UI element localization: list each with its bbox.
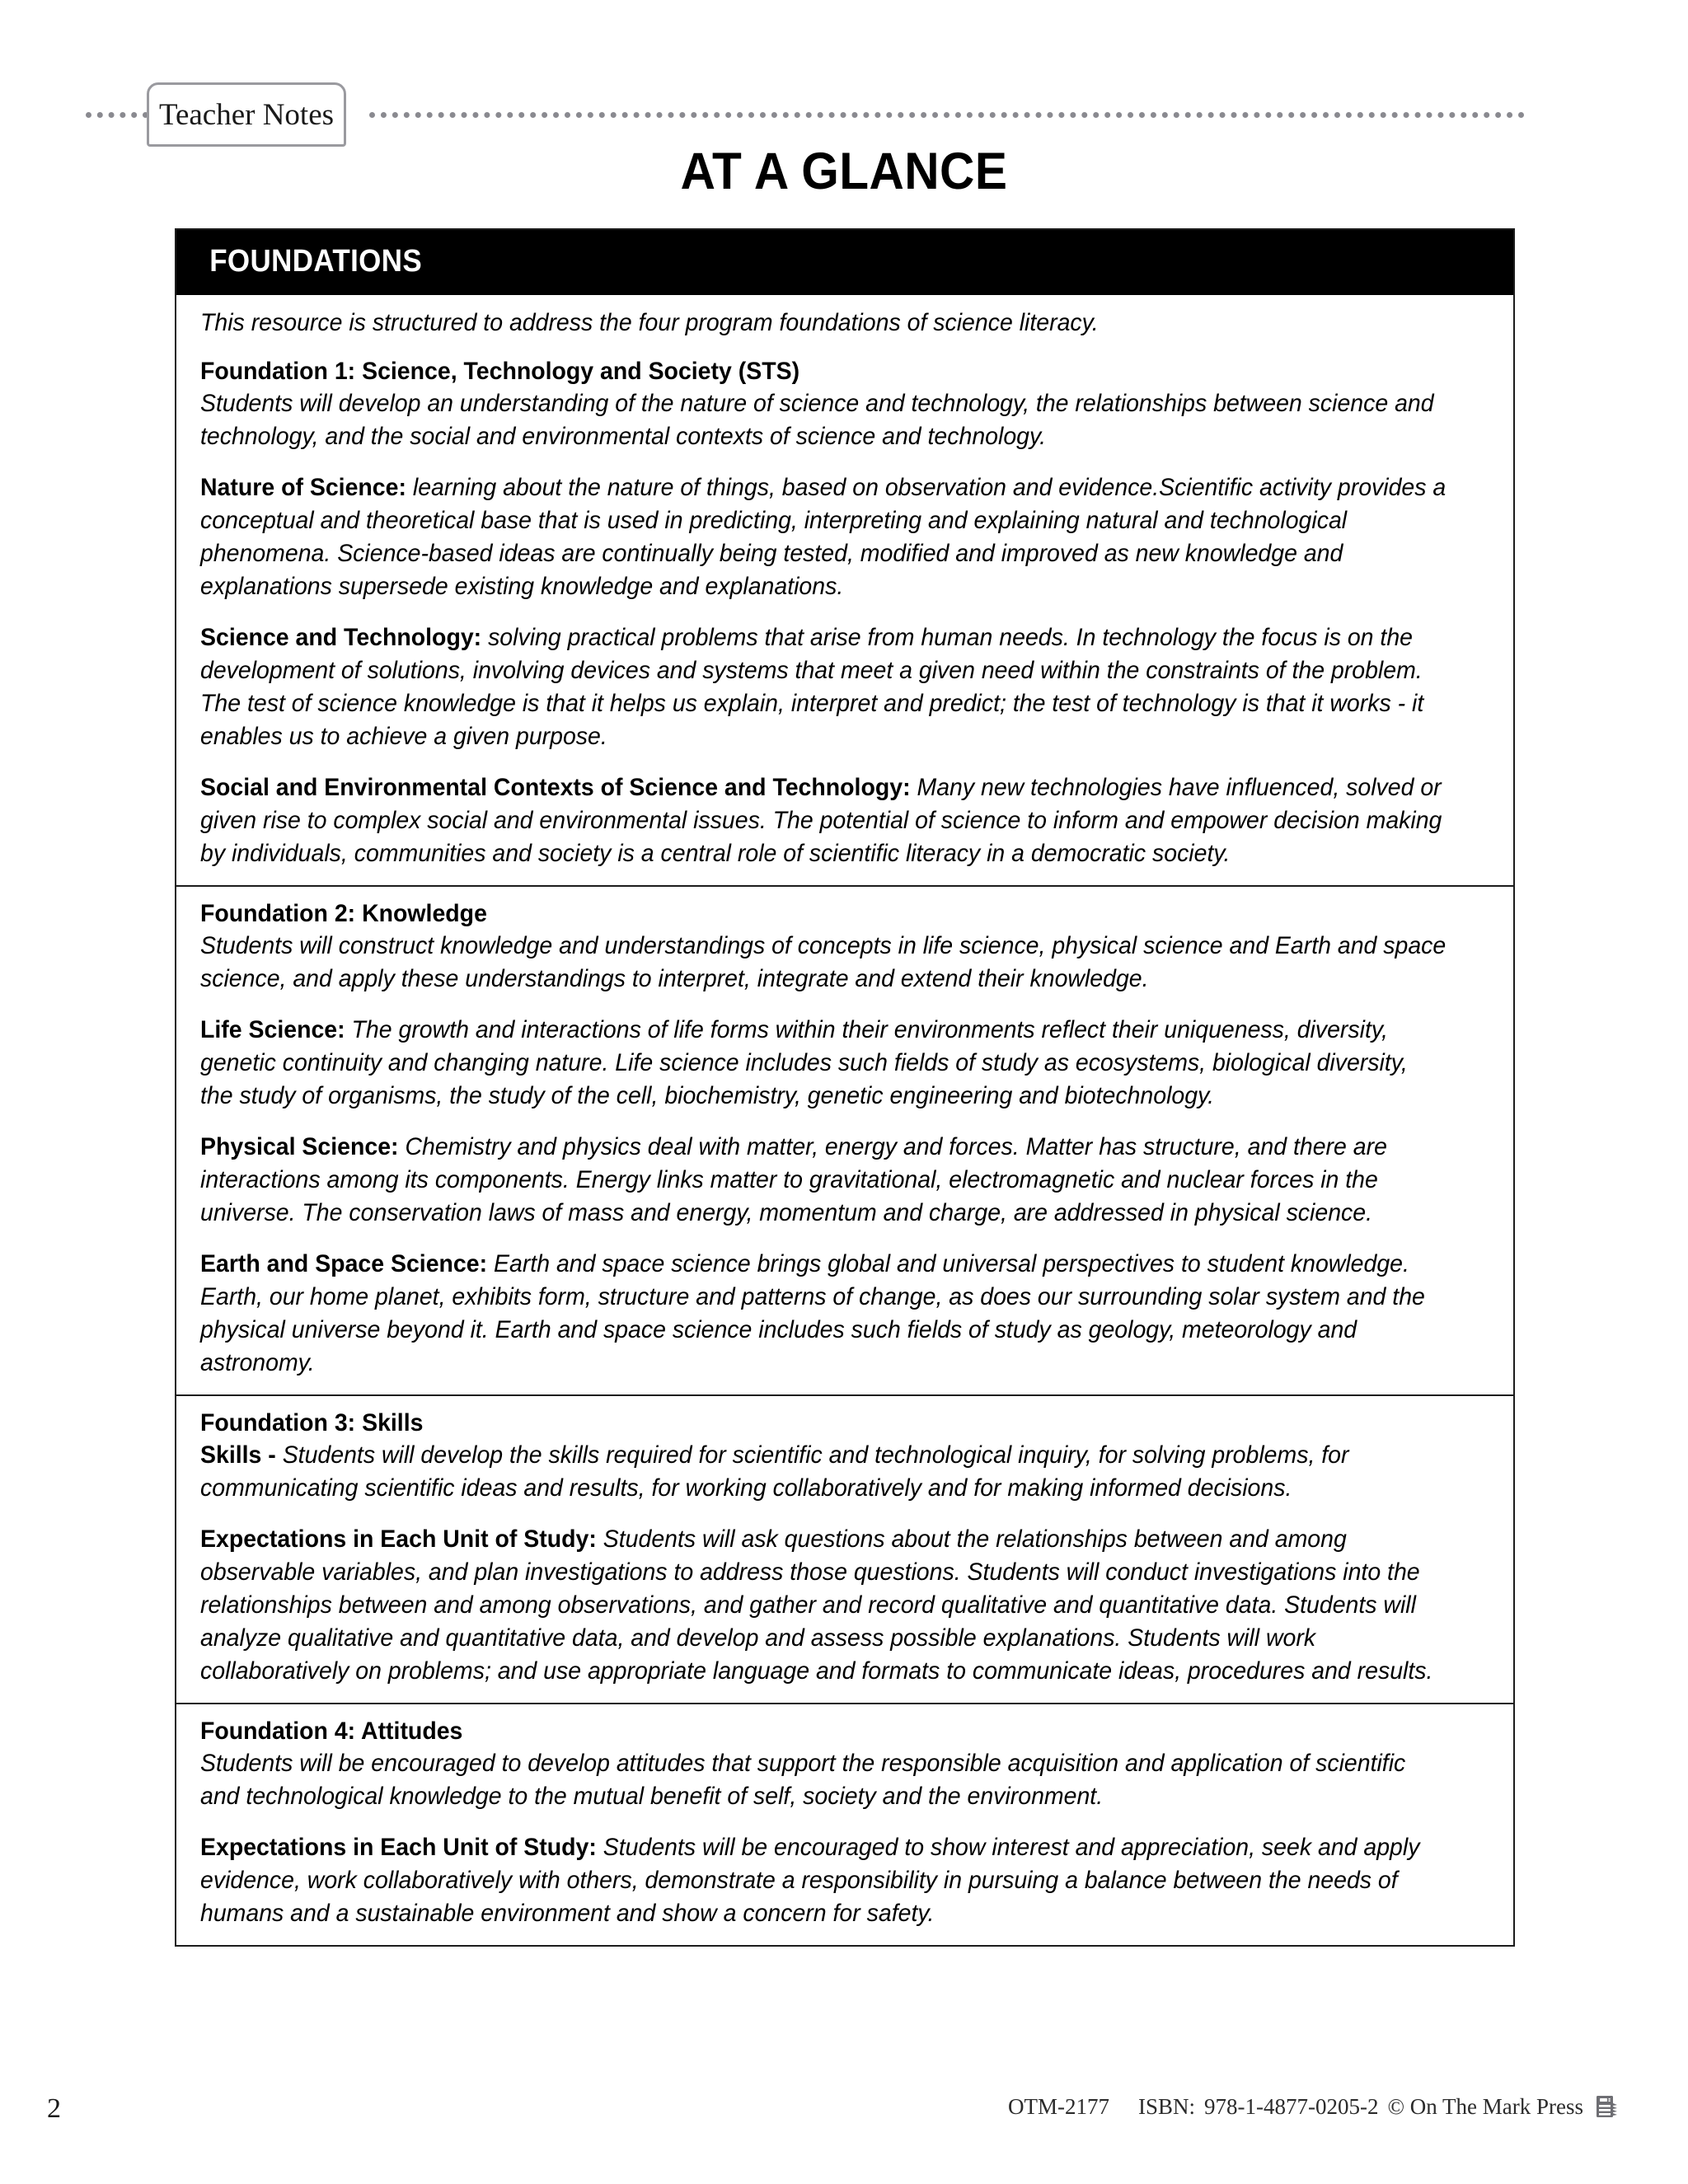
skills-expectations-paragraph — [200, 1523, 1447, 1688]
isbn-label: ISBN: — [1138, 2093, 1196, 2119]
foundation-4-title: Foundation 4: Attitudes — [200, 1718, 463, 1745]
foundations-header-bar — [176, 230, 1513, 295]
earth-and-space-science-lead: Earth and Space Science: — [200, 1250, 488, 1277]
page-header — [0, 40, 1688, 132]
teacher-notes-tab — [147, 82, 346, 147]
nature-of-science-paragraph — [200, 471, 1447, 603]
attitudes-expectations-body: Students will be encouraged to show interest and appreciation, seek and apply evidence, work collaboratively with others, demonstrate a responsibility in pursuing a balance between the needs of humans and a sustainable environment and show a concern for safety. — [200, 1834, 1420, 1928]
life-science-lead: Life Science: — [200, 1016, 345, 1044]
foundation-3-section — [176, 1394, 1513, 1703]
science-and-technology-lead: Science and Technology: — [200, 624, 482, 652]
footer-credit — [1008, 2093, 1620, 2121]
science-and-technology-paragraph — [200, 621, 1447, 753]
foundation-2-summary: Students will construct knowledge and understandings of concepts in life science, physical science and Earth and space science, and apply these understandings to interpret, integrate and extend their knowledge. — [200, 932, 1447, 993]
physical-science-lead: Physical Science: — [200, 1133, 399, 1161]
foundation-2-title: Foundation 2: Knowledge — [200, 899, 487, 927]
teacher-notes-label: Teacher Notes — [158, 97, 335, 132]
page-number: 2 — [47, 2093, 61, 2124]
skills-lead: Skills - — [200, 1441, 276, 1469]
foundation-1-section — [176, 295, 1513, 885]
life-science-paragraph — [200, 1014, 1447, 1113]
skills-expectations-body: Students will ask questions about the relationships between and among observable variables, and plan investigations to address those questions. Students will conduct investigations into the relationships between and among observations, and gather and record qualitative and quantitative data. Students will analyze qualitative and quantitative data, and develop and assess possible explanations. Students will work collaboratively on problems; and use appropriate language and formats to communicate ideas, procedures and results. — [200, 1526, 1433, 1685]
physical-science-body: Chemistry and physics deal with matter, energy and forces. Matter has structure, and there are interactions among its components. Energy links matter to gravitational, electromagnetic and nuclear forces in the universe. The conservation laws of mass and energy, momentum and charge, are addressed in physical science. — [200, 1133, 1387, 1227]
life-science-body: The growth and interactions of life forms within their environments reflect their uniqueness, diversity, genetic continuity and changing nature. Life science includes such fields of study as ecosystems, biological diversity, the study of organisms, the study of the cell, biochemistry, genetic engineering and biotechnology. — [200, 1016, 1408, 1110]
physical-science-paragraph — [200, 1131, 1447, 1230]
copyright-text: © On The Mark Press — [1387, 2093, 1583, 2119]
product-code: OTM-2177 — [1008, 2093, 1109, 2119]
foundations-header-label: FOUNDATIONS — [209, 244, 423, 279]
skills-paragraph — [200, 1439, 1447, 1505]
foundation-1-title: Foundation 1: Science, Technology and Society (STS) — [200, 357, 800, 385]
attitudes-expectations-paragraph — [200, 1831, 1447, 1930]
intro-paragraph: This resource is structured to address the four program foundations of science literacy. — [200, 309, 1099, 336]
social-environmental-contexts-paragraph — [200, 771, 1447, 870]
foundation-1-summary: Students will develop an understanding of the nature of science and technology, the relationships between science and technology, and the social and environmental contexts of science and technology. — [200, 390, 1434, 451]
foundation-2-section — [176, 885, 1513, 1394]
science-and-technology-body: solving practical problems that arise from human needs. In technology the focus is on the development of solutions, involving devices and systems that meet a given need within the constraints of the problem. The test of science knowledge is that it helps us explain, interpret and predict; the test of technology is that it works - it enables us to achieve a given purpose. — [200, 624, 1424, 751]
nature-of-science-body: learning about the nature of things, based on observation and evidence.Scientific activity provides a conceptual and theoretical base that is used in predicting, interpreting and explaining natural and technological phenomena. Science-based ideas are continually being tested, modified and improved as new knowledge and explanations supersede existing knowledge and explanations. — [200, 474, 1447, 601]
dotted-rule-right — [369, 112, 1525, 118]
social-environmental-contexts-lead: Social and Environmental Contexts of Science and Technology: — [200, 774, 911, 801]
page-title: AT A GLANCE — [680, 143, 1008, 200]
foundation-4-section — [176, 1703, 1513, 1945]
foundations-box — [175, 228, 1515, 1947]
skills-expectations-lead: Expectations in Each Unit of Study: — [200, 1526, 597, 1554]
dotted-rule-left — [86, 112, 148, 118]
foundation-4-summary: Students will be encouraged to develop attitudes that support the responsible acquisition and application of scientific and technological knowledge to the mutual benefit of self, society and the environment. — [200, 1750, 1406, 1811]
attitudes-expectations-lead: Expectations in Each Unit of Study: — [200, 1834, 597, 1862]
nature-of-science-lead: Nature of Science: — [200, 474, 406, 502]
social-environmental-contexts-body: Many new technologies have influenced, solved or given rise to complex social and environmental issues. The potential of science to inform and empower decision making by individuals, communities and society is a central role of scientific literacy in a democratic society. — [200, 774, 1442, 867]
printer-icon — [1592, 2093, 1620, 2121]
earth-and-space-science-body: Earth and space science brings global and universal perspectives to student knowledge. Earth, our home planet, exhibits form, structure and patterns of change, as does our surrounding solar system and the physical universe beyond it. Earth and space science includes such fields of study as geology, meteorology and astronomy. — [200, 1250, 1425, 1376]
skills-body: Students will develop the skills required for scientific and technological inquiry, for solving problems, for communicating scientific ideas and results, for working collaboratively and for making informed decisions. — [200, 1441, 1349, 1502]
foundation-3-title: Foundation 3: Skills — [200, 1408, 424, 1436]
earth-and-space-science-paragraph — [200, 1248, 1447, 1380]
isbn-value: 978-1-4877-0205-2 — [1204, 2093, 1379, 2119]
